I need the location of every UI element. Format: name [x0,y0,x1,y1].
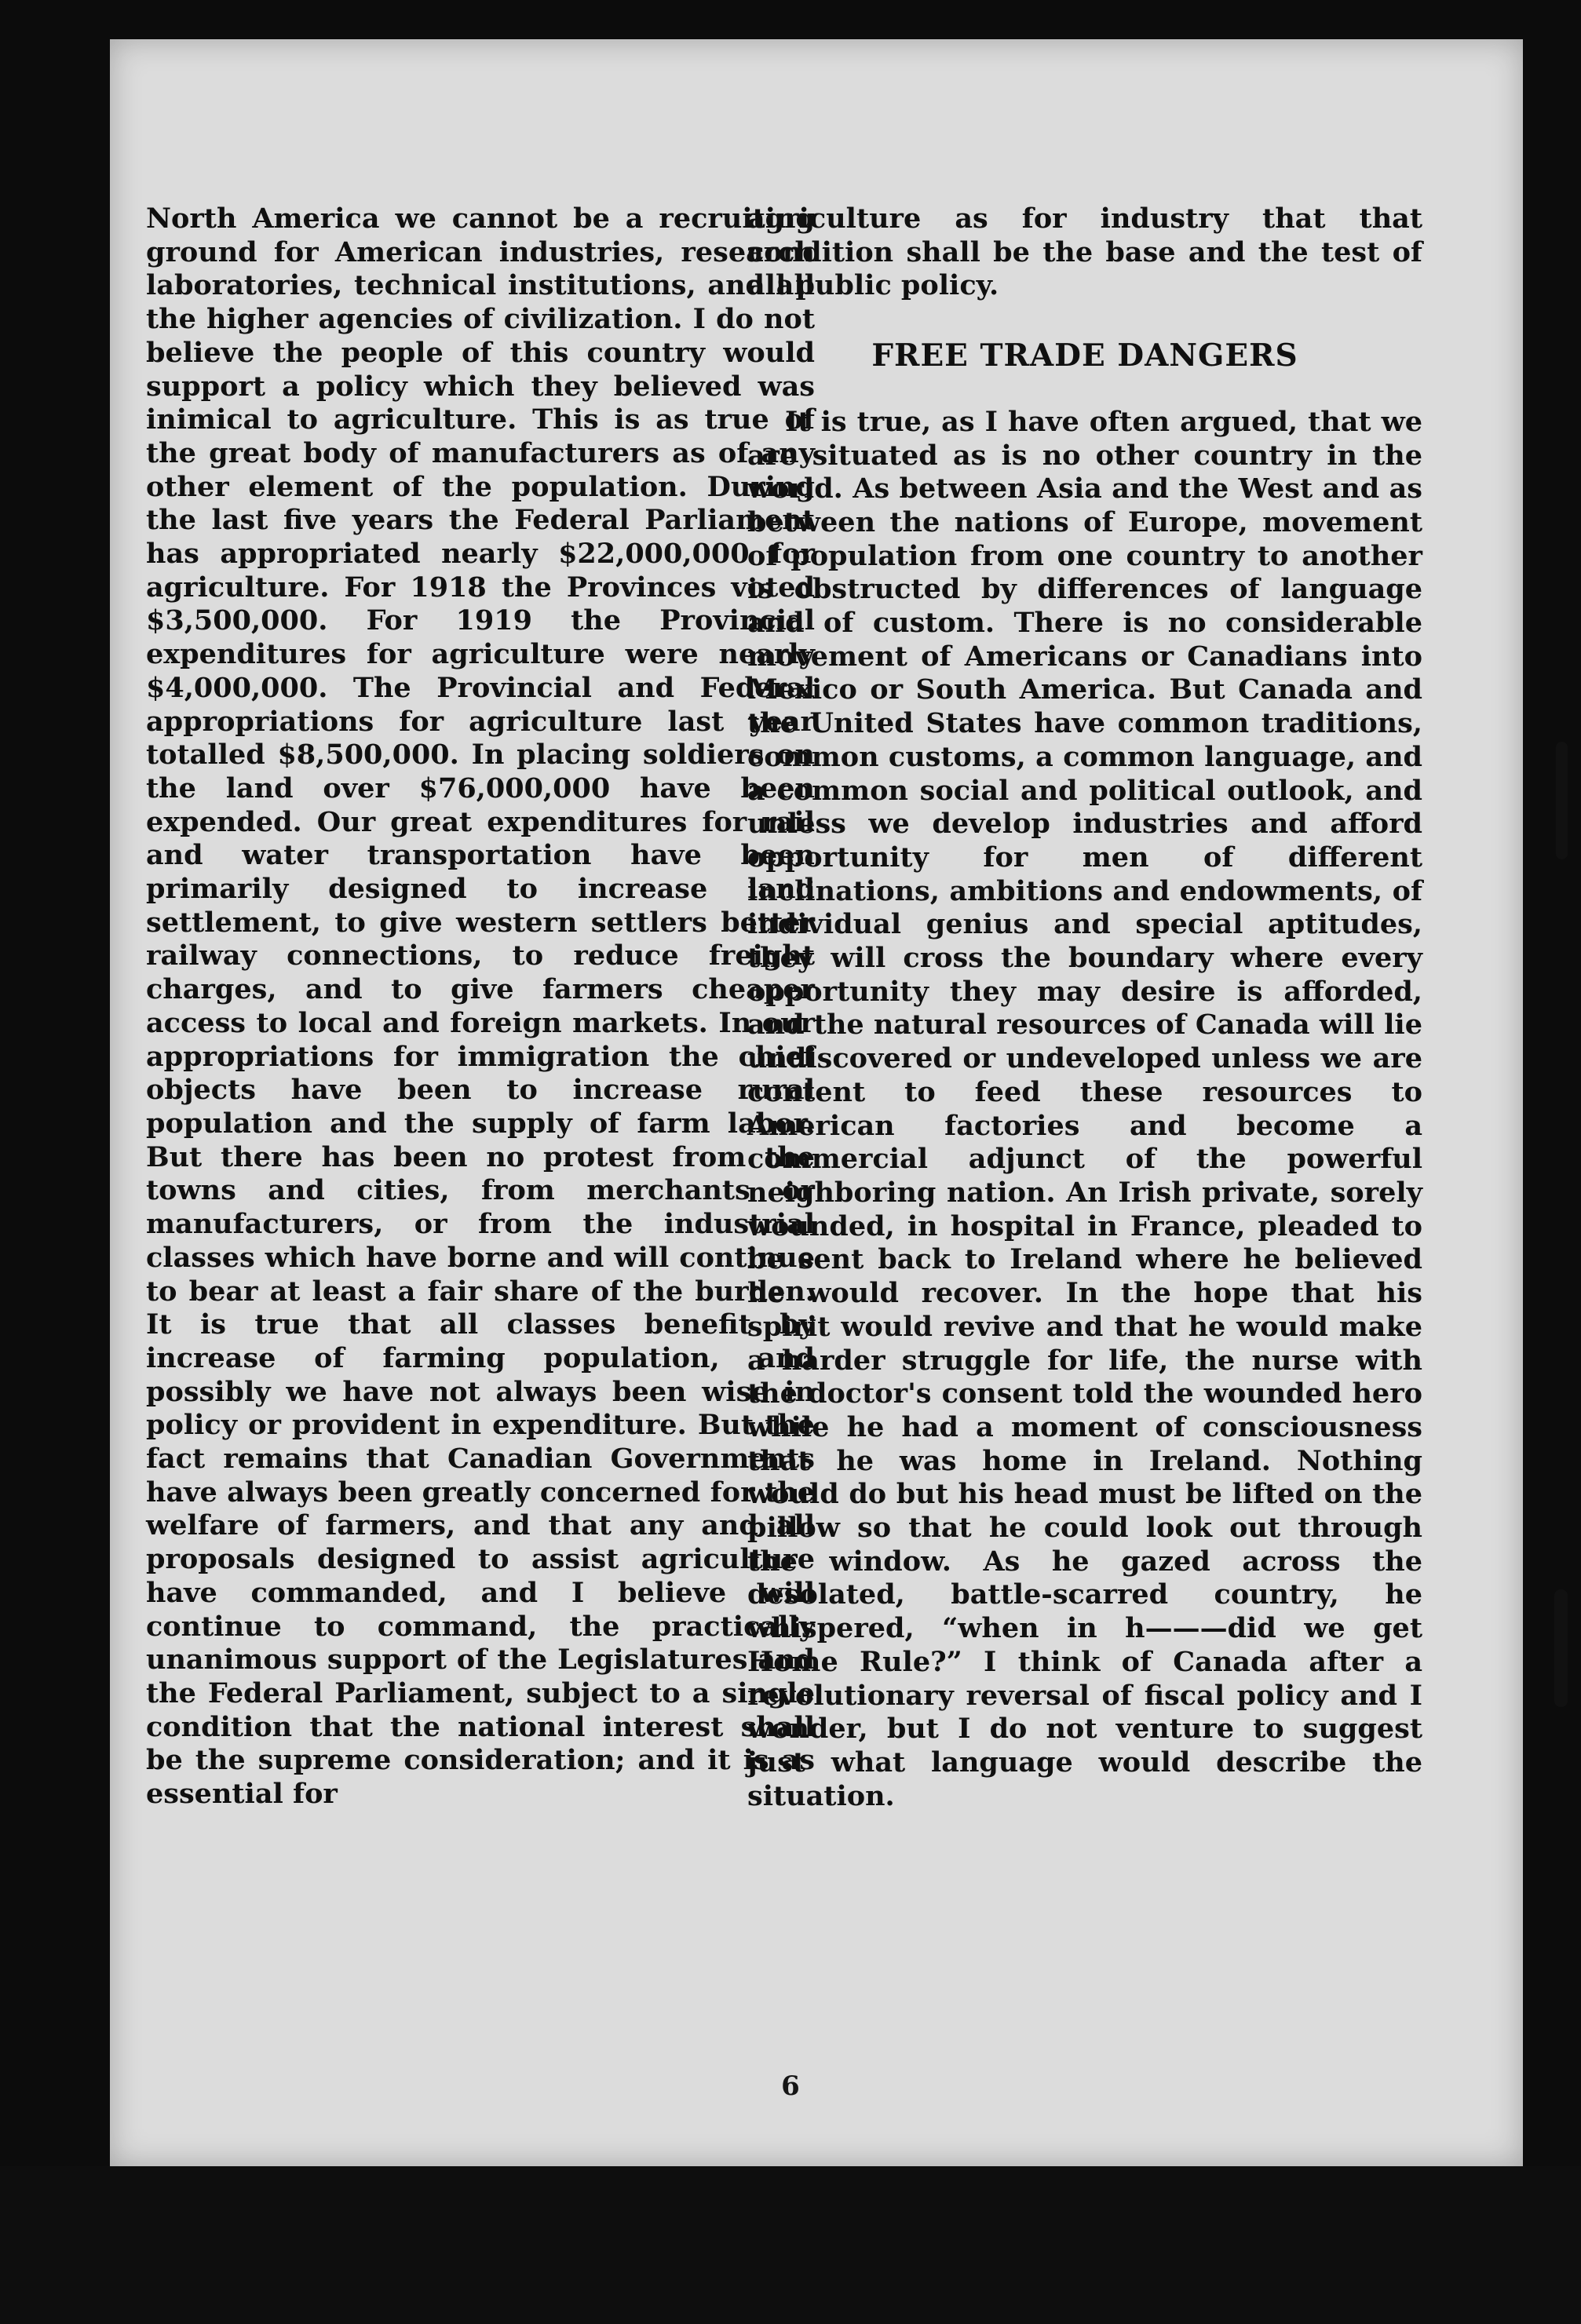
right-column [747,202,1422,1813]
section-heading: FREE TRADE DANGERS [871,337,1298,374]
binding-mark [1554,1589,1568,1707]
right-body-paragraph: It is true, as I have often argued, that we are situated as is no other country in the world. As between Asia and the West and as between the nations of Europe, movement of population from one country to another is obstructed by differences of language and of custom. There is no considerable movement of Americans or Canadians into Mexico or South America. But Canada and the United States have common traditions, common customs, a common language, and a common social and political outlook, and unless we develop industries and afford opportunity for men of different inclinations, ambitions and endowments, of individual genius and special aptitudes, they will cross the boundary where every opportunity they may desire is afforded, and the natural resources of Canada will lie undiscovered or undeveloped unless we are content to feed these resources to American factories and become a commercial adjunct of the powerful neighboring nation. An Irish private, sorely wounded, in hospital in France, pleaded to be sent back to Ireland where he believed he would recover. In the hope that his spirit would revive and that he would make a harder struggle for life, the nurse with the doctor's consent told the wounded hero while he had a moment of consciousness that he was home in Ireland. Nothing would do but his head must be lifted on the pillow so that he could look out through the window. As he gazed across the desolated, battle-scarred country, he whispered, “when in h———did we get Home Rule?” I think of Canada after a revolutionary reversal of fiscal policy and I wonder, but I do not venture to suggest just what language would describe the situation. [747,405,1422,1812]
right-intro-paragraph: agriculture as for industry that that condition shall be the base and the test of all public policy. [747,202,1422,302]
scan-border [0,2166,1581,2324]
left-column [146,202,815,1811]
page-number: 6 [781,2070,800,2102]
left-paragraph: North America we cannot be a recruiting ground for American industries, research laboratories, technical institutions, and all the higher agencies of civilization. I do not believe the people of this country would support a policy which they believed was inimical to agriculture. This is as true of the great body of manufacturers as of any other element of the population. During the last five years the Federal Parliament has appropriated nearly $22,000,000 for agriculture. For 1918 the Provinces voted $3,500,000. For 1919 the Provincial expenditures for agriculture were nearly $4,000,000. The Provincial and Federal appropriations for agriculture last year totalled $8,500,000. In placing soldiers on the land over $76,000,000 have been expended. Our great expenditures for rail and water transportation have been primarily designed to increase land settlement, to give western settlers better railway connections, to reduce freight charges, and to give farmers cheaper access to local and foreign markets. In our appropriations for immigration the chief objects have been to increase rural population and the supply of farm labor. But there has been no protest from the towns and cities, from merchants or manufacturers, or from the industrial classes which have borne and will continue to bear at least a fair share of the burden. It is true that all classes benefit by increase of farming population, and possibly we have not always been wise in policy or provident in expenditure. But the fact remains that Canadian Governments have always been greatly concerned for the welfare of farmers, and that any and all proposals designed to assist agriculture have commanded, and I believe will continue to command, the practically unanimous support of the Legislatures and the Federal Parliament, subject to a single condition that the national interest shall be the supreme consideration; and it is as essential for [146,202,815,1811]
binding-mark [1556,742,1568,859]
